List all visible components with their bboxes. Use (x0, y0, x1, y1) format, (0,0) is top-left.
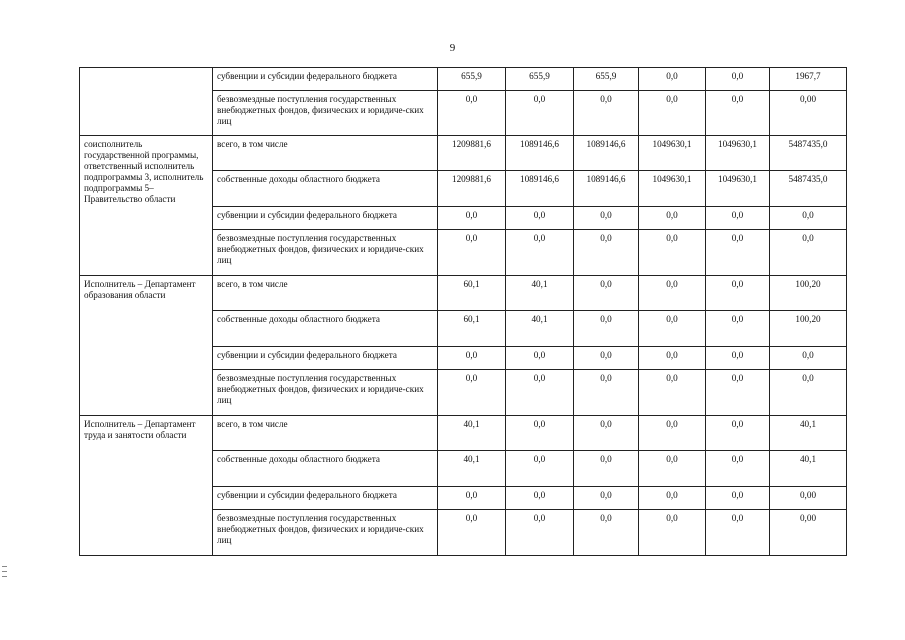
value-cell: 0,0 (706, 276, 770, 311)
funding-source-cell: субвенции и субсидии федерального бюджета (213, 347, 438, 370)
value-cell: 0,0 (770, 207, 847, 230)
value-cell: 0,0 (438, 510, 506, 556)
value-cell: 0,0 (506, 370, 574, 416)
executor-cell: соисполнитель государственной программы, ответственный исполнитель подпрограммы 3, исполнитель подпрограммы 5– Правительство области (80, 136, 213, 276)
value-cell: 0,0 (574, 230, 639, 276)
value-cell: 5487435,0 (770, 171, 847, 207)
value-cell: 0,0 (438, 230, 506, 276)
value-cell: 60,1 (438, 276, 506, 311)
value-cell: 0,0 (506, 510, 574, 556)
value-cell: 1049630,1 (639, 136, 706, 171)
executor-cell: Исполнитель – Департамент труда и занятости области (80, 416, 213, 556)
value-cell: 0,0 (574, 207, 639, 230)
value-cell: 0,0 (506, 230, 574, 276)
funding-source-cell: субвенции и субсидии федерального бюджета (213, 68, 438, 91)
value-cell: 0,0 (438, 207, 506, 230)
value-cell: 0,0 (639, 510, 706, 556)
value-cell: 0,0 (639, 311, 706, 347)
value-cell: 0,0 (506, 451, 574, 487)
value-cell: 0,0 (438, 487, 506, 510)
funding-source-cell: безвозмездные поступления государственных внебюджетных фондов, физических и юридиче-ских лиц (213, 230, 438, 276)
funding-source-cell: всего, в том числе (213, 416, 438, 451)
value-cell: 655,9 (506, 68, 574, 91)
value-cell: 0,00 (770, 487, 847, 510)
value-cell: 0,0 (706, 91, 770, 136)
value-cell: 100,20 (770, 311, 847, 347)
budget-table (79, 67, 847, 556)
value-cell: 0,0 (506, 416, 574, 451)
table-row (80, 416, 847, 451)
margin-mark (2, 566, 7, 581)
value-cell: 0,0 (639, 68, 706, 91)
value-cell: 0,0 (706, 510, 770, 556)
funding-source-cell: всего, в том числе (213, 136, 438, 171)
value-cell: 0,0 (706, 451, 770, 487)
value-cell: 0,0 (770, 347, 847, 370)
value-cell: 0,0 (706, 230, 770, 276)
value-cell: 0,0 (639, 487, 706, 510)
value-cell: 1209881,6 (438, 171, 506, 207)
table-row (80, 68, 847, 91)
value-cell: 0,0 (639, 451, 706, 487)
value-cell: 0,0 (639, 91, 706, 136)
funding-source-cell: всего, в том числе (213, 276, 438, 311)
value-cell: 655,9 (574, 68, 639, 91)
value-cell: 0,0 (574, 370, 639, 416)
value-cell: 0,0 (506, 207, 574, 230)
value-cell: 1089146,6 (574, 136, 639, 171)
value-cell: 0,0 (639, 347, 706, 370)
value-cell: 0,0 (706, 68, 770, 91)
value-cell: 60,1 (438, 311, 506, 347)
executor-cell (80, 68, 213, 136)
value-cell: 0,0 (770, 370, 847, 416)
value-cell: 0,00 (770, 510, 847, 556)
value-cell: 1967,7 (770, 68, 847, 91)
funding-source-cell: субвенции и субсидии федерального бюджета (213, 207, 438, 230)
funding-source-cell: безвозмездные поступления государственных внебюджетных фондов, физических и юридиче-ских лиц (213, 91, 438, 136)
funding-source-cell: собственные доходы областного бюджета (213, 311, 438, 347)
value-cell: 0,0 (770, 230, 847, 276)
table-row (80, 136, 847, 171)
funding-source-cell: собственные доходы областного бюджета (213, 171, 438, 207)
value-cell: 40,1 (438, 451, 506, 487)
value-cell: 0,0 (574, 311, 639, 347)
value-cell: 1049630,1 (706, 171, 770, 207)
value-cell: 40,1 (770, 416, 847, 451)
value-cell: 0,0 (438, 91, 506, 136)
table-row (80, 276, 847, 311)
value-cell: 1049630,1 (706, 136, 770, 171)
value-cell: 0,0 (639, 370, 706, 416)
value-cell: 655,9 (438, 68, 506, 91)
value-cell: 1209881,6 (438, 136, 506, 171)
value-cell: 0,0 (574, 276, 639, 311)
value-cell: 100,20 (770, 276, 847, 311)
value-cell: 40,1 (506, 311, 574, 347)
value-cell: 0,0 (639, 416, 706, 451)
value-cell: 0,0 (706, 487, 770, 510)
value-cell: 1089146,6 (574, 171, 639, 207)
funding-source-cell: безвозмездные поступления государственных внебюджетных фондов, физических и юридиче-ских лиц (213, 370, 438, 416)
value-cell: 0,0 (706, 207, 770, 230)
value-cell: 1049630,1 (639, 171, 706, 207)
value-cell: 0,0 (574, 91, 639, 136)
value-cell: 0,0 (706, 370, 770, 416)
funding-source-cell: собственные доходы областного бюджета (213, 451, 438, 487)
value-cell: 1089146,6 (506, 171, 574, 207)
value-cell: 0,0 (706, 311, 770, 347)
value-cell: 0,0 (438, 370, 506, 416)
value-cell: 40,1 (438, 416, 506, 451)
value-cell: 0,0 (706, 416, 770, 451)
value-cell: 0,0 (506, 91, 574, 136)
value-cell: 0,0 (639, 276, 706, 311)
value-cell: 0,00 (770, 91, 847, 136)
value-cell: 0,0 (506, 347, 574, 370)
value-cell: 0,0 (574, 416, 639, 451)
value-cell: 40,1 (506, 276, 574, 311)
value-cell: 0,0 (574, 347, 639, 370)
value-cell: 0,0 (639, 207, 706, 230)
value-cell: 0,0 (706, 347, 770, 370)
value-cell: 0,0 (574, 487, 639, 510)
value-cell: 1089146,6 (506, 136, 574, 171)
value-cell: 0,0 (639, 230, 706, 276)
value-cell: 5487435,0 (770, 136, 847, 171)
value-cell: 0,0 (574, 510, 639, 556)
funding-source-cell: безвозмездные поступления государственных внебюджетных фондов, физических и юридиче-ских лиц (213, 510, 438, 556)
value-cell: 40,1 (770, 451, 847, 487)
value-cell: 0,0 (506, 487, 574, 510)
value-cell: 0,0 (438, 347, 506, 370)
funding-source-cell: субвенции и субсидии федерального бюджета (213, 487, 438, 510)
page-number: 9 (449, 42, 456, 54)
executor-cell: Исполнитель – Департамент образования области (80, 276, 213, 416)
value-cell: 0,0 (574, 451, 639, 487)
